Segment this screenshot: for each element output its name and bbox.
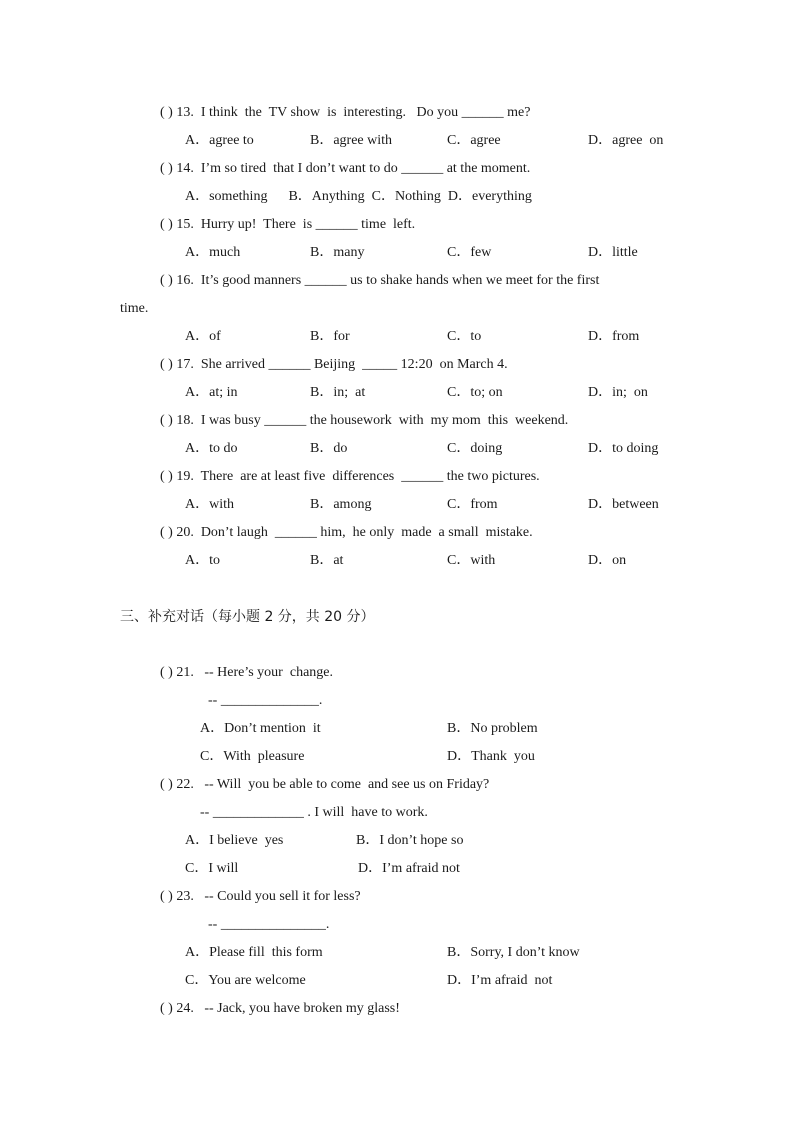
question-19-stem: ( ) 19. There are at least five differences ______ the two pictures.: [160, 469, 540, 484]
option-b: B．Sorry, I don’t know: [447, 945, 580, 960]
option-b: B．in; at: [310, 385, 366, 400]
question-16-continuation: time.: [120, 301, 149, 316]
option-a: A．I believe yes: [185, 833, 284, 848]
option-c: C．to: [447, 329, 482, 344]
option-a: A．to do: [185, 441, 238, 456]
question-15-stem: ( ) 15. Hurry up! There is ______ time left.: [160, 217, 416, 232]
question-22-stem: ( ) 22. -- Will you be able to come and see us on Friday?: [160, 777, 490, 792]
option-a: A．at; in: [185, 385, 238, 400]
option-d: D．to doing: [588, 441, 659, 456]
section-heading: 三、补充对话（每小题 2 分，共 20 分）: [120, 609, 375, 625]
question-14-options: A．something B．Anything C．Nothing D．everything: [185, 189, 532, 204]
option-d: D．I’m afraid not: [358, 861, 460, 876]
option-c: C．I will: [185, 861, 239, 876]
question-23-reply: -- _______________.: [208, 917, 330, 932]
option-a: A．Don’t mention it: [200, 721, 321, 736]
question-23-stem: ( ) 23. -- Could you sell it for less?: [160, 889, 361, 904]
option-a: A．much: [185, 245, 241, 260]
option-d: D．Thank you: [447, 749, 535, 764]
question-20-stem: ( ) 20. Don’t laugh ______ him, he only made a small mistake.: [160, 525, 533, 540]
option-d: D．between: [588, 497, 659, 512]
option-c: C．You are welcome: [185, 973, 306, 988]
option-c: C．doing: [447, 441, 503, 456]
question-22-reply: -- _____________ . I will have to work.: [200, 805, 428, 820]
option-b: B．No problem: [447, 721, 538, 736]
option-b: B．among: [310, 497, 372, 512]
option-b: B．many: [310, 245, 365, 260]
option-a: A．agree to: [185, 133, 254, 148]
question-17-stem: ( ) 17. She arrived ______ Beijing _____ 12:20 on March 4.: [160, 357, 508, 372]
question-16-stem: ( ) 16. It’s good manners ______ us to shake hands when we meet for the first: [160, 273, 600, 288]
option-b: B．at: [310, 553, 344, 568]
question-18-stem: ( ) 18. I was busy ______ the housework with my mom this weekend.: [160, 413, 569, 428]
option-a: A．Please fill this form: [185, 945, 323, 960]
option-b: B．for: [310, 329, 350, 344]
question-21-reply: -- ______________.: [208, 693, 323, 708]
option-c: C．agree: [447, 133, 501, 148]
option-a: A．to: [185, 553, 220, 568]
question-21-stem: ( ) 21. -- Here’s your change.: [160, 665, 333, 680]
option-c: C．With pleasure: [200, 749, 305, 764]
option-b: B．I don’t hope so: [356, 833, 464, 848]
option-b: B．agree with: [310, 133, 393, 148]
question-24-stem: ( ) 24. -- Jack, you have broken my glass!: [160, 1001, 400, 1016]
option-d: D．in; on: [588, 385, 648, 400]
option-d: D．on: [588, 553, 627, 568]
option-c: C．to; on: [447, 385, 503, 400]
option-c: C．with: [447, 553, 496, 568]
option-a: A．of: [185, 329, 221, 344]
option-c: C．from: [447, 497, 498, 512]
question-13-stem: ( ) 13. I think the TV show is interesting. Do you ______ me?: [160, 105, 531, 120]
question-14-stem: ( ) 14. I’m so tired that I don’t want to do ______ at the moment.: [160, 161, 531, 176]
option-d: D．agree on: [588, 133, 664, 148]
option-c: C．few: [447, 245, 492, 260]
option-b: B．do: [310, 441, 348, 456]
option-a: A．with: [185, 497, 234, 512]
option-d: D．I’m afraid not: [447, 973, 553, 988]
option-d: D．little: [588, 245, 638, 260]
option-d: D．from: [588, 329, 640, 344]
